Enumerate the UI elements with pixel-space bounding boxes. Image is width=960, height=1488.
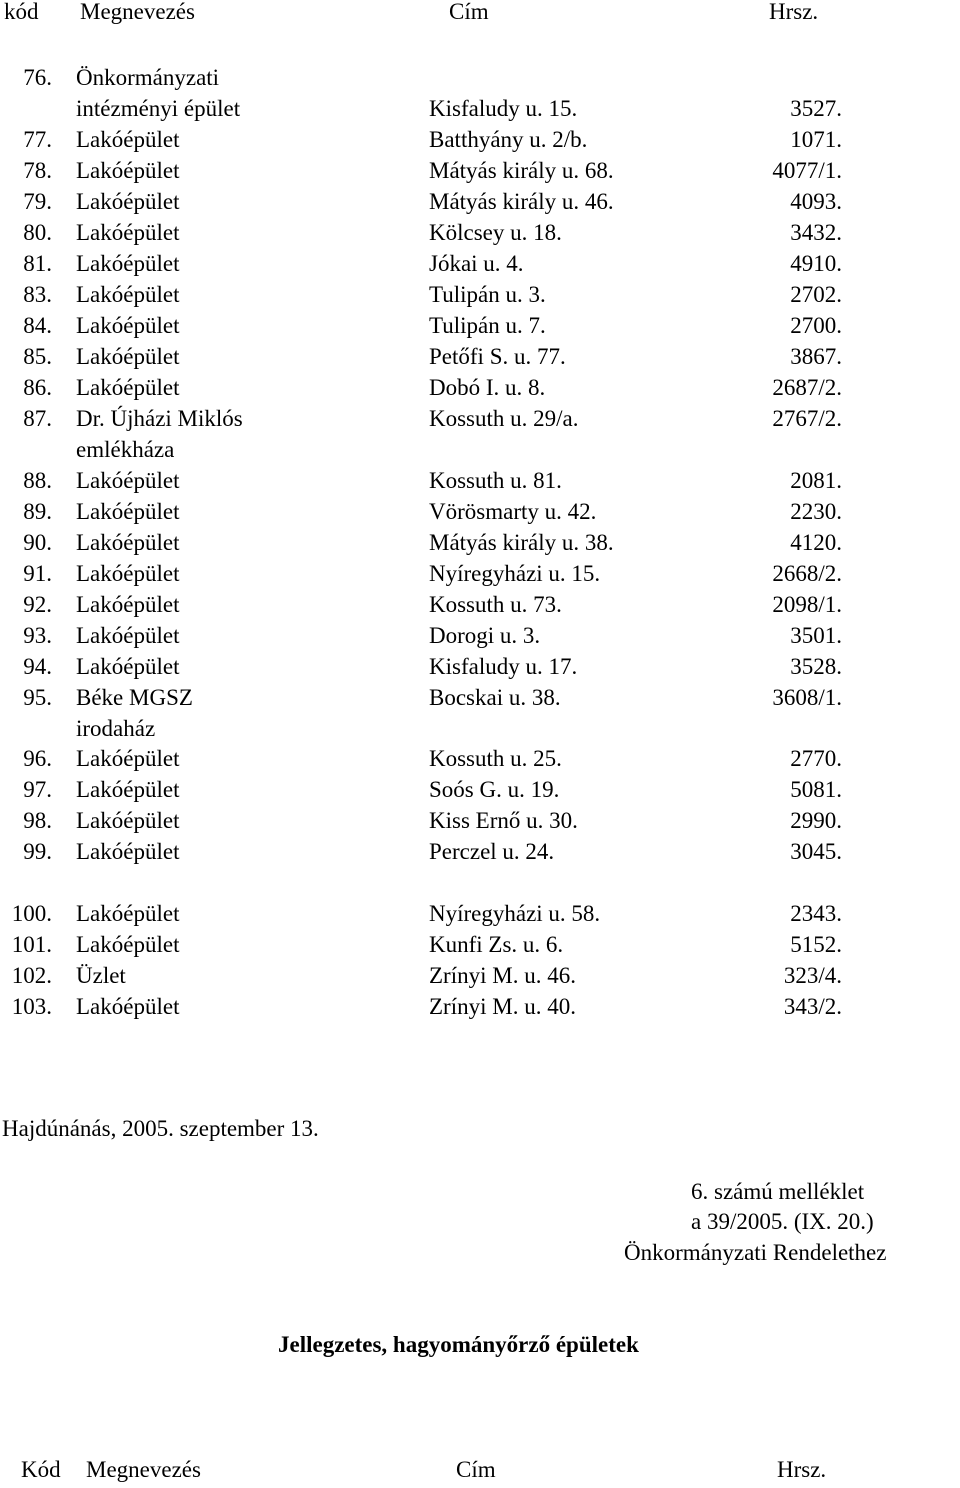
row-hrsz: 3432.	[790, 220, 842, 245]
table-row	[0, 128, 960, 156]
row-hrsz: 2343.	[790, 901, 842, 926]
row-megnevezes: Lakóépület	[76, 313, 180, 338]
row-hrsz: 2770.	[790, 746, 842, 771]
header-megnevezes: Megnevezés	[80, 0, 195, 24]
row-megnevezes-cont: irodaház	[76, 716, 156, 741]
row-kod: 85.	[23, 344, 52, 369]
row-megnevezes: Lakóépület	[76, 808, 180, 833]
header-kod: Kód	[21, 1457, 61, 1482]
row-hrsz: 5081.	[790, 777, 842, 802]
row-cim: Nyíregyházi u. 15.	[429, 561, 601, 586]
row-hrsz: 3608/1.	[772, 685, 842, 710]
table-row	[0, 747, 960, 775]
row-kod: 89.	[23, 499, 52, 524]
row-hrsz: 3501.	[790, 623, 842, 648]
table-row	[0, 65, 960, 121]
row-hrsz: 4093.	[790, 189, 842, 214]
row-megnevezes: Lakóépület	[76, 746, 180, 771]
header-cim: Cím	[449, 0, 489, 24]
row-megnevezes: Lakóépület	[76, 623, 180, 648]
place-date: Hajdúnánás, 2005. szeptember 13.	[2, 1116, 319, 1141]
row-megnevezes: Lakóépület	[76, 654, 180, 679]
row-megnevezes: Lakóépület	[76, 375, 180, 400]
row-cim: Mátyás király u. 38.	[429, 530, 614, 555]
section-title: Jellegzetes, hagyományőrző épületek	[278, 1332, 639, 1357]
table-row	[0, 562, 960, 590]
row-cim: Tulipán u. 7.	[429, 313, 546, 338]
row-kod: 88.	[23, 468, 52, 493]
row-kod: 92.	[23, 592, 52, 617]
table-row	[0, 531, 960, 559]
row-kod: 84.	[23, 313, 52, 338]
row-kod: 103.	[11, 994, 52, 1019]
row-kod: 102.	[11, 963, 52, 988]
row-hrsz: 3528.	[790, 654, 842, 679]
row-megnevezes: Önkormányzati	[76, 65, 220, 90]
row-megnevezes: Lakóépület	[76, 901, 180, 926]
row-hrsz: 3527.	[790, 96, 842, 121]
annex-line-2: a 39/2005. (IX. 20.)	[691, 1209, 874, 1234]
row-kod: 80.	[23, 220, 52, 245]
row-megnevezes: Lakóépület	[76, 932, 180, 957]
header-kod: kód	[4, 0, 39, 24]
row-cim: Zrínyi M. u. 46.	[429, 963, 576, 988]
row-kod: 87.	[23, 406, 52, 431]
header-cim: Cím	[456, 1457, 496, 1482]
row-cim: Mátyás király u. 68.	[429, 158, 614, 183]
row-kod: 81.	[23, 251, 52, 276]
table-row	[0, 685, 960, 741]
table-row	[0, 902, 960, 930]
row-megnevezes: Lakóépület	[76, 530, 180, 555]
row-megnevezes: Lakóépület	[76, 777, 180, 802]
row-cim: Perczel u. 24.	[429, 839, 555, 864]
row-hrsz: 4910.	[790, 251, 842, 276]
row-kod: 94.	[23, 654, 52, 679]
table-row	[0, 252, 960, 280]
row-cim: Kossuth u. 81.	[429, 468, 562, 493]
row-hrsz: 2687/2.	[772, 375, 842, 400]
header-hrsz: Hrsz.	[769, 0, 819, 24]
row-kod: 100.	[11, 901, 52, 926]
row-cim: Kisfaludy u. 17.	[429, 654, 578, 679]
row-cim: Vörösmarty u. 42.	[429, 499, 597, 524]
row-megnevezes: Lakóépület	[76, 499, 180, 524]
row-kod: 95.	[23, 685, 52, 710]
row-kod: 76.	[23, 65, 52, 90]
table-row	[0, 840, 960, 868]
row-kod: 79.	[23, 189, 52, 214]
table-row	[0, 933, 960, 961]
table-row	[0, 964, 960, 992]
row-kod: 78.	[23, 158, 52, 183]
row-cim: Batthyány u. 2/b.	[429, 127, 588, 152]
row-cim: Zrínyi M. u. 40.	[429, 994, 576, 1019]
table-row	[0, 995, 960, 1023]
table-row	[0, 778, 960, 806]
row-kod: 77.	[23, 127, 52, 152]
row-megnevezes: Lakóépület	[76, 344, 180, 369]
row-megnevezes: Üzlet	[76, 963, 126, 988]
row-kod: 99.	[23, 839, 52, 864]
row-cim: Petőfi S. u. 77.	[429, 344, 566, 369]
table-row	[0, 500, 960, 528]
row-kod: 98.	[23, 808, 52, 833]
table-row	[0, 809, 960, 837]
table-row	[0, 593, 960, 621]
row-hrsz: 2990.	[790, 808, 842, 833]
row-megnevezes: Lakóépület	[76, 592, 180, 617]
row-kod: 91.	[23, 561, 52, 586]
row-hrsz: 1071.	[790, 127, 842, 152]
table-row	[0, 314, 960, 342]
row-hrsz: 4120.	[790, 530, 842, 555]
row-hrsz: 2767/2.	[772, 406, 842, 431]
table-row	[0, 221, 960, 249]
row-megnevezes: Lakóépület	[76, 561, 180, 586]
row-megnevezes: Lakóépület	[76, 468, 180, 493]
row-hrsz: 2700.	[790, 313, 842, 338]
table-row	[0, 624, 960, 652]
row-cim: Dobó I. u. 8.	[429, 375, 546, 400]
table-row	[0, 159, 960, 187]
row-cim: Kisfaludy u. 15.	[429, 96, 578, 121]
table-row	[0, 406, 960, 462]
row-hrsz: 323/4.	[783, 963, 842, 988]
row-cim: Kölcsey u. 18.	[429, 220, 562, 245]
row-cim: Mátyás király u. 46.	[429, 189, 614, 214]
table-row	[0, 376, 960, 404]
row-megnevezes: Lakóépület	[76, 282, 180, 307]
row-cim: Bocskai u. 38.	[429, 685, 561, 710]
table-row	[0, 345, 960, 373]
row-megnevezes: Béke MGSZ	[76, 685, 193, 710]
table-row	[0, 190, 960, 218]
row-hrsz: 2668/2.	[772, 561, 842, 586]
row-hrsz: 343/2.	[783, 994, 842, 1019]
row-kod: 96.	[23, 746, 52, 771]
row-kod: 101.	[11, 932, 52, 957]
row-hrsz: 2081.	[790, 468, 842, 493]
row-kod: 83.	[23, 282, 52, 307]
row-kod: 86.	[23, 375, 52, 400]
row-cim: Jókai u. 4.	[429, 251, 524, 276]
row-hrsz: 2230.	[790, 499, 842, 524]
annex-line-1: 6. számú melléklet	[691, 1179, 865, 1204]
row-cim: Kunfi Zs. u. 6.	[429, 932, 564, 957]
row-megnevezes: Lakóépület	[76, 251, 180, 276]
table-row	[0, 283, 960, 311]
row-kod: 90.	[23, 530, 52, 555]
row-megnevezes-cont: intézményi épület	[76, 96, 241, 121]
row-cim: Dorogi u. 3.	[429, 623, 541, 648]
row-cim: Soós G. u. 19.	[429, 777, 560, 802]
header-megnevezes: Megnevezés	[86, 1457, 201, 1482]
table-row	[0, 655, 960, 683]
row-cim: Tulipán u. 3.	[429, 282, 546, 307]
row-hrsz: 2098/1.	[772, 592, 842, 617]
row-megnevezes: Lakóépület	[76, 189, 180, 214]
row-cim: Kossuth u. 29/a.	[429, 406, 579, 431]
row-cim: Kossuth u. 73.	[429, 592, 562, 617]
row-megnevezes: Lakóépület	[76, 994, 180, 1019]
header-hrsz: Hrsz.	[777, 1457, 827, 1482]
row-hrsz: 5152.	[790, 932, 842, 957]
row-hrsz: 4077/1.	[772, 158, 842, 183]
row-hrsz: 3045.	[790, 839, 842, 864]
row-cim: Kossuth u. 25.	[429, 746, 562, 771]
row-megnevezes: Lakóépület	[76, 839, 180, 864]
row-megnevezes: Dr. Újházi Miklós	[76, 406, 243, 431]
row-cim: Nyíregyházi u. 58.	[429, 901, 601, 926]
row-hrsz: 3867.	[790, 344, 842, 369]
row-kod: 97.	[23, 777, 52, 802]
row-megnevezes: Lakóépület	[76, 220, 180, 245]
row-hrsz: 2702.	[790, 282, 842, 307]
row-cim: Kiss Ernő u. 30.	[429, 808, 578, 833]
row-kod: 93.	[23, 623, 52, 648]
row-megnevezes-cont: emlékháza	[76, 437, 175, 462]
annex-line-3: Önkormányzati Rendelethez	[624, 1240, 887, 1265]
row-megnevezes: Lakóépület	[76, 127, 180, 152]
row-megnevezes: Lakóépület	[76, 158, 180, 183]
table-row	[0, 469, 960, 497]
